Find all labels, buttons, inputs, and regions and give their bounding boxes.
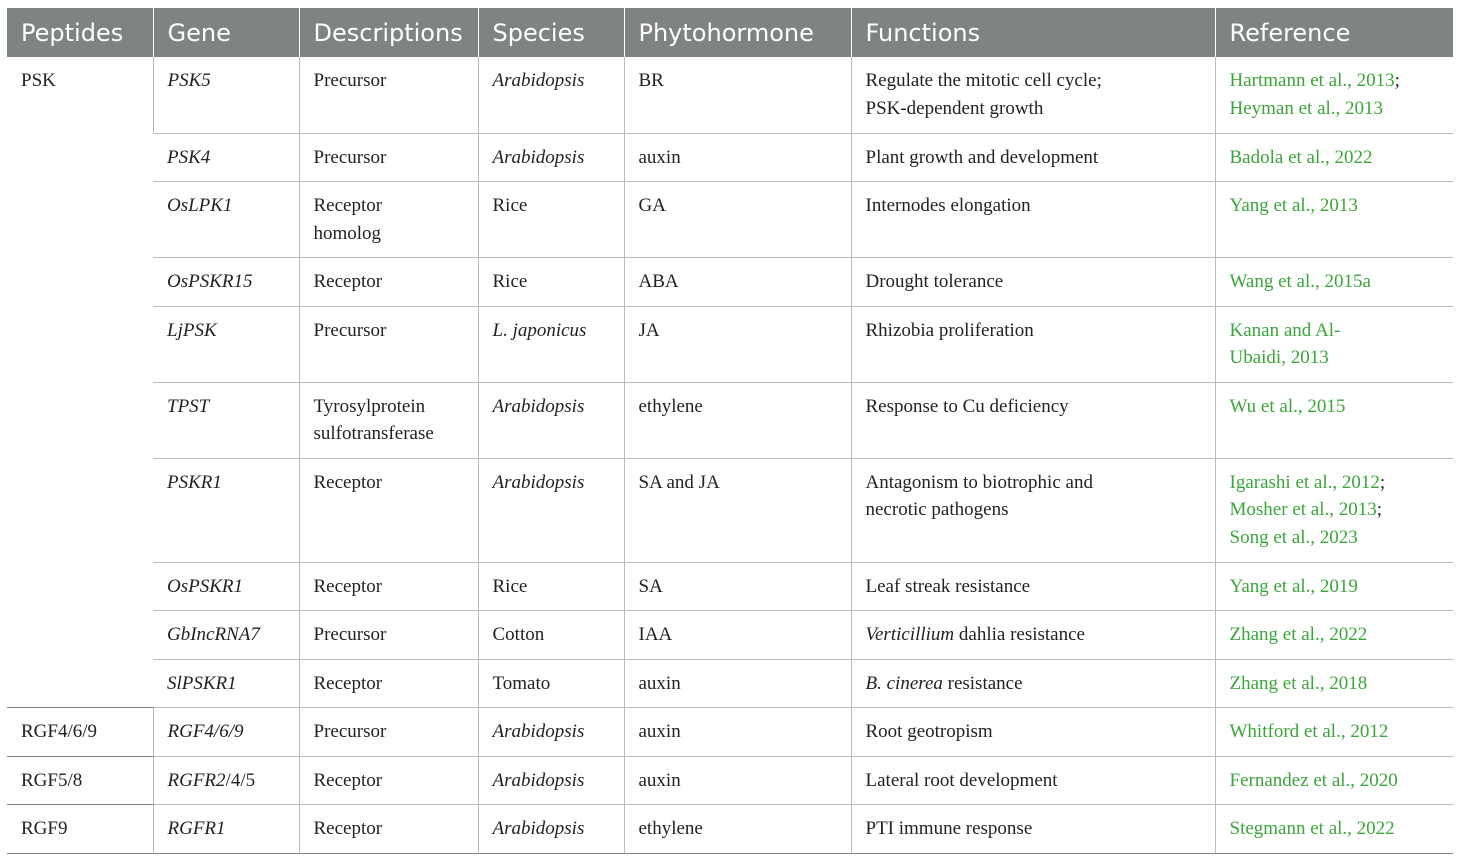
gene-italic: RGFR2 — [167, 769, 226, 791]
function-cell: Root geotropism — [851, 708, 1215, 757]
reference-link[interactable]: Kanan and Al- — [1229, 319, 1341, 341]
description-cell — [299, 382, 478, 458]
header-descriptions: Descriptions — [299, 8, 478, 57]
reference-link[interactable]: Wang et al., 2015a — [1229, 271, 1371, 292]
phytohormone-cell: auxin — [624, 756, 851, 805]
species-cell: Tomato — [478, 659, 624, 708]
species-cell: Arabidopsis — [478, 756, 624, 805]
table-row — [7, 659, 1453, 708]
species-cell: Rice — [478, 182, 624, 258]
peptide-cell-rgf9: RGF9 — [7, 805, 153, 854]
phytohormone-cell: ABA — [624, 258, 851, 307]
function-cell — [851, 611, 1215, 660]
gene-cell: OsPSKR15 — [153, 258, 299, 307]
phytohormone-cell: ethylene — [624, 805, 851, 854]
description-cell: Precursor — [299, 57, 478, 133]
peptide-cell-psk: PSK — [7, 57, 153, 708]
reference-cell — [1215, 611, 1453, 660]
peptide-cell-rgf469: RGF4/6/9 — [7, 708, 153, 757]
description-cell: Precursor — [299, 611, 478, 660]
gene-cell: PSK4 — [153, 133, 299, 182]
reference-cell — [1215, 306, 1453, 382]
function-cell: PTI immune response — [851, 805, 1215, 854]
species-cell: Arabidopsis — [478, 805, 624, 854]
species-cell: Arabidopsis — [478, 708, 624, 757]
species-cell: Arabidopsis — [478, 458, 624, 562]
table-row — [7, 258, 1453, 307]
description-cell: Precursor — [299, 133, 478, 182]
table-container — [7, 8, 1453, 854]
function-line: Antagonism to biotrophic and — [865, 471, 1093, 493]
species-cell: Cotton — [478, 611, 624, 660]
reference-link[interactable]: Mosher et al., 2013 — [1229, 499, 1377, 520]
function-cell: Response to Cu deficiency — [851, 382, 1215, 458]
reference-cell — [1215, 805, 1453, 854]
phytohormone-cell: auxin — [624, 659, 851, 708]
species-cell: Arabidopsis — [478, 382, 624, 458]
species-cell: Rice — [478, 562, 624, 611]
species-cell: L. japonicus — [478, 306, 624, 382]
table-row — [7, 458, 1453, 562]
function-cell: Lateral root development — [851, 756, 1215, 805]
reference-link[interactable]: Yang et al., 2019 — [1229, 575, 1358, 597]
phytohormone-cell: JA — [624, 306, 851, 382]
function-cell: Internodes elongation — [851, 182, 1215, 258]
gene-cell: LjPSK — [153, 306, 299, 382]
reference-link[interactable]: Whitford et al., 2012 — [1229, 721, 1389, 742]
description-cell: Receptor — [299, 805, 478, 854]
phytohormone-cell: GA — [624, 182, 851, 258]
reference-cell — [1215, 458, 1453, 562]
gene-cell: RGFR1 — [153, 805, 299, 854]
header-functions: Functions — [851, 8, 1215, 57]
description-cell: Receptor — [299, 258, 478, 307]
description-cell: Precursor — [299, 708, 478, 757]
function-text: dahlia resistance — [954, 624, 1085, 645]
function-italic: Verticillium — [865, 624, 955, 645]
reference-link[interactable]: Ubaidi, 2013 — [1229, 347, 1329, 368]
header-species: Species — [478, 8, 624, 57]
gene-cell: SlPSKR1 — [153, 659, 299, 708]
reference-separator: ; — [1394, 70, 1400, 91]
gene-cell — [153, 756, 299, 805]
phytohormone-cell: auxin — [624, 708, 851, 757]
reference-link[interactable]: Yang et al., 2013 — [1229, 195, 1358, 216]
phytohormone-cell: IAA — [624, 611, 851, 660]
reference-link[interactable]: Wu et al., 2015 — [1229, 395, 1346, 417]
description-line: sulfotransferase — [313, 423, 434, 444]
reference-cell — [1215, 382, 1453, 458]
table-row — [7, 382, 1453, 458]
header-peptides: Peptides — [7, 8, 153, 57]
gene-cell: OsLPK1 — [153, 182, 299, 258]
table-row — [7, 708, 1453, 757]
reference-cell — [1215, 57, 1453, 133]
description-cell: Precursor — [299, 306, 478, 382]
table-row — [7, 805, 1453, 854]
table-row — [7, 562, 1453, 611]
function-cell: Drought tolerance — [851, 258, 1215, 307]
phytohormone-cell: auxin — [624, 133, 851, 182]
reference-link[interactable]: Igarashi et al., 2012 — [1229, 471, 1380, 493]
reference-link[interactable]: Badola et al., 2022 — [1229, 146, 1373, 168]
function-cell — [851, 659, 1215, 708]
description-cell: Receptor — [299, 562, 478, 611]
description-cell: Receptor — [299, 458, 478, 562]
function-cell — [851, 57, 1215, 133]
species-cell: Rice — [478, 258, 624, 307]
reference-cell — [1215, 708, 1453, 757]
header-phytohormone: Phytohormone — [624, 8, 851, 57]
description-cell: Receptor — [299, 659, 478, 708]
reference-cell — [1215, 659, 1453, 708]
function-text: resistance — [942, 672, 1023, 694]
reference-link[interactable]: Fernandez et al., 2020 — [1229, 769, 1398, 791]
gene-cell: PSK5 — [153, 57, 299, 133]
gene-cell: RGF4/6/9 — [153, 708, 299, 757]
reference-cell — [1215, 756, 1453, 805]
reference-link[interactable]: Zhang et al., 2018 — [1229, 672, 1368, 694]
reference-link[interactable]: Song et al., 2023 — [1229, 526, 1358, 548]
header-gene: Gene — [153, 8, 299, 57]
function-cell — [851, 458, 1215, 562]
description-cell: Receptor — [299, 756, 478, 805]
table-row — [7, 611, 1453, 660]
gene-cell: TPST — [153, 382, 299, 458]
table-row — [7, 57, 1453, 133]
function-cell: Plant growth and development — [851, 133, 1215, 182]
gene-cell: OsPSKR1 — [153, 562, 299, 611]
reference-cell — [1215, 133, 1453, 182]
reference-cell — [1215, 182, 1453, 258]
table-row — [7, 306, 1453, 382]
reference-cell — [1215, 258, 1453, 307]
peptide-cell-rgf58: RGF5/8 — [7, 756, 153, 805]
description-cell — [299, 182, 478, 258]
gene-cell: GbIncRNA7 — [153, 611, 299, 660]
table-row — [7, 182, 1453, 258]
reference-cell — [1215, 562, 1453, 611]
description-line: homolog — [313, 222, 382, 244]
table-row — [7, 756, 1453, 805]
function-line: Regulate the mitotic cell cycle; — [865, 70, 1102, 91]
header-reference: Reference — [1215, 8, 1453, 57]
phytohormone-cell: ethylene — [624, 382, 851, 458]
function-line: necrotic pathogens — [865, 499, 1009, 520]
gene-cell: PSKR1 — [153, 458, 299, 562]
reference-link[interactable]: Stegmann et al., 2022 — [1229, 818, 1395, 839]
description-line: Tyrosylprotein — [313, 395, 426, 417]
peptide-phytohormone-table — [7, 8, 1453, 854]
species-cell: Arabidopsis — [478, 133, 624, 182]
function-italic: B. cinerea — [865, 672, 943, 694]
description-line: Receptor — [313, 195, 383, 216]
reference-separator: ; — [1379, 471, 1386, 493]
reference-link[interactable]: Heyman et al., 2013 — [1229, 97, 1384, 119]
reference-link[interactable]: Hartmann et al., 2013 — [1229, 70, 1395, 91]
species-cell: Arabidopsis — [478, 57, 624, 133]
phytohormone-cell: SA and JA — [624, 458, 851, 562]
reference-separator: ; — [1376, 499, 1383, 520]
function-cell: Leaf streak resistance — [851, 562, 1215, 611]
phytohormone-cell: BR — [624, 57, 851, 133]
phytohormone-cell: SA — [624, 562, 851, 611]
reference-link[interactable]: Zhang et al., 2022 — [1229, 624, 1368, 645]
gene-text: /4/5 — [225, 769, 256, 791]
function-cell: Rhizobia proliferation — [851, 306, 1215, 382]
function-line: PSK-dependent growth — [865, 97, 1044, 119]
header-row — [7, 8, 1453, 57]
table-row — [7, 133, 1453, 182]
